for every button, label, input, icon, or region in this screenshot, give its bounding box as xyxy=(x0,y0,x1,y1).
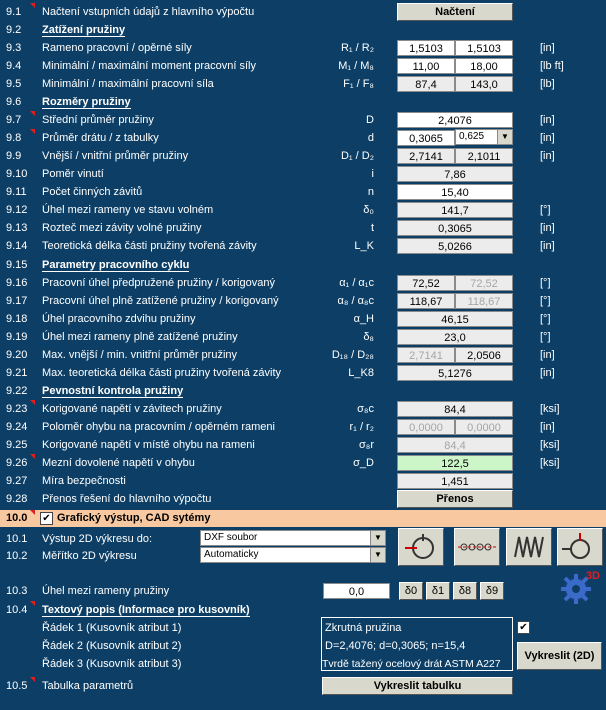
section-10-band xyxy=(0,510,606,527)
graphic-output-checkbox[interactable]: ✔ xyxy=(40,512,53,525)
min-inner-diameter-value: 2,0506 xyxy=(455,347,513,363)
symbol: d xyxy=(367,132,374,144)
row-10-4 xyxy=(0,601,606,619)
row-9-7 xyxy=(0,111,606,129)
select-value: Automaticky xyxy=(204,549,259,560)
comment-marker xyxy=(30,510,35,515)
transfer-button[interactable]: Přenos xyxy=(397,490,513,508)
full-load-angle-corrected: 118,67 xyxy=(455,293,513,309)
dropdown-arrow-icon[interactable]: ▼ xyxy=(370,531,385,545)
min-force-value: 87,4 xyxy=(397,76,455,92)
max-force-value: 143,0 xyxy=(455,76,513,92)
max-coil-length-value: 5,1276 xyxy=(397,365,513,381)
row-label: Max. teoretická délka části pružiny tvořená závity xyxy=(42,367,282,379)
row-label: Mezní dovolené napětí v ohybu xyxy=(42,457,195,469)
row-9-12 xyxy=(0,201,606,219)
symbol: t xyxy=(370,222,374,234)
comment-marker xyxy=(30,400,35,405)
symbol: M₁ / M₈ xyxy=(338,60,374,72)
row-number: 9.15 xyxy=(6,259,28,271)
wire-table-select[interactable] xyxy=(455,129,513,145)
row-9-24 xyxy=(0,418,606,436)
bend-radius-working: 0,0000 xyxy=(397,419,455,435)
select-value: 0,625 xyxy=(459,131,485,142)
draw-table-button[interactable]: Vykreslit tabulku xyxy=(322,677,513,695)
section-heading: Zatížení pružiny xyxy=(42,24,126,36)
bom-attribute-2-value[interactable]: D=2,4076; d=0,3065; n=15,4 xyxy=(325,640,466,652)
row-9-10 xyxy=(0,165,606,183)
spring-arm-icon xyxy=(558,529,602,565)
unit: [in] xyxy=(540,222,555,234)
row-9-4 xyxy=(0,57,606,75)
row-number: 9.13 xyxy=(6,222,28,234)
unit: [°] xyxy=(540,331,551,343)
unit: [in] xyxy=(540,150,555,162)
unit: [°] xyxy=(540,277,551,289)
row-9-21 xyxy=(0,364,606,382)
row-label: Střední průměr pružiny xyxy=(42,114,154,126)
row-9-14 xyxy=(0,237,606,255)
spring-front-view-button[interactable] xyxy=(398,528,444,566)
cad-3d-button[interactable] xyxy=(556,570,602,604)
preload-angle-value: 72,52 xyxy=(397,275,455,291)
row-label: Pracovní úhel plně zatížené pružiny / korigovaný xyxy=(42,295,279,307)
arm-angle-input[interactable]: 0,0 xyxy=(323,583,390,599)
unit: [in] xyxy=(540,421,555,433)
bom-attribute-3 xyxy=(0,655,606,673)
max-outer-diameter-value: 2,7141 xyxy=(397,347,455,363)
spring-coil-icon xyxy=(507,529,551,565)
output-select[interactable] xyxy=(200,530,386,546)
unit: [in] xyxy=(540,240,555,252)
row-label: Řádek 2 (Kusovník atribut 2) xyxy=(42,640,182,652)
unit: [°] xyxy=(540,204,551,216)
row-9-6 xyxy=(0,93,606,111)
dropdown-arrow-icon[interactable]: ▼ xyxy=(497,130,512,144)
row-label: Řádek 1 (Kusovník atribut 1) xyxy=(42,622,182,634)
row-number: 9.3 xyxy=(6,42,22,54)
unit: [lb ft] xyxy=(540,60,564,72)
row-number: 9.12 xyxy=(6,204,28,216)
min-moment-input[interactable]: 11,00 xyxy=(397,58,455,74)
row-label: Řádek 3 (Kusovník atribut 3) xyxy=(42,658,182,670)
row-label: Rozteč mezi závity volné pružiny xyxy=(42,222,202,234)
row-label: Načtení vstupních údajů z hlavního výpočtu xyxy=(42,6,255,18)
bom-text-frame xyxy=(321,617,513,671)
bend-stress-value: 84,4 xyxy=(397,437,513,453)
symbol: σ_D xyxy=(353,457,374,469)
row-label: Minimální / maximální moment pracovní síly xyxy=(42,60,256,72)
row-9-2 xyxy=(0,21,606,39)
row-number: 9.10 xyxy=(6,168,28,180)
row-number: 9.18 xyxy=(6,313,28,325)
symbol: n xyxy=(367,186,374,198)
bom-checkbox[interactable]: ✔ xyxy=(517,621,530,634)
bom-attribute-3-value[interactable]: Tvrdě tažený ocelový drát ASTM A227 xyxy=(322,658,501,670)
row-label: Tabulka parametrů xyxy=(42,680,134,692)
row-number: 10.5 xyxy=(6,680,28,692)
row-label: Poloměr ohybu na pracovním / opěrném rameni xyxy=(42,421,275,433)
row-9-28 xyxy=(0,490,606,508)
row-number: 9.11 xyxy=(6,186,27,198)
unit: [in] xyxy=(540,132,555,144)
symbol: σ₈c xyxy=(357,403,374,415)
row-9-26 xyxy=(0,454,606,472)
row-label: Minimální / maximální pracovní síla xyxy=(42,78,214,90)
symbol: α_H xyxy=(353,313,374,325)
row-9-23 xyxy=(0,400,606,418)
row-label: Úhel mezi rameny plně zatížené pružiny xyxy=(42,331,238,343)
unit: [lb] xyxy=(540,78,555,90)
row-number: 9.23 xyxy=(6,403,28,415)
row-9-9 xyxy=(0,147,606,165)
spring-front-icon xyxy=(399,529,443,565)
comment-marker xyxy=(30,129,35,134)
row-label: Pracovní úhel předpružené pružiny / korigovaný xyxy=(42,277,275,289)
row-number: 9.26 xyxy=(6,457,28,469)
row-label: Úhel mezi rameny ve stavu volném xyxy=(42,204,214,216)
bend-radius-support: 0,0000 xyxy=(455,419,513,435)
row-label: Úhel mezi rameny pružiny xyxy=(42,585,170,597)
delta9-button[interactable]: δ9 xyxy=(480,582,504,600)
row-number: 9.14 xyxy=(6,240,28,252)
section-heading: Rozměry pružiny xyxy=(42,96,131,108)
symbol: δ₈ xyxy=(363,331,374,343)
row-label: Vnější / vnitřní průměr pružiny xyxy=(42,150,189,162)
section-heading: Textový popis (Informace pro kusovník) xyxy=(42,604,250,616)
symbol: δ₀ xyxy=(363,204,374,216)
row-label: Max. vnější / min. vnitřní průměr pružiny xyxy=(42,349,238,361)
bom-attribute-2 xyxy=(0,637,606,655)
row-label: Teoretická délka části pružiny tvořená závity xyxy=(42,240,257,252)
coil-length-value: 5,0266 xyxy=(397,238,513,254)
badge-3d: 3D xyxy=(585,570,600,582)
row-label: Měřítko 2D výkresu xyxy=(42,550,137,562)
select-value: DXF soubor xyxy=(204,532,258,543)
row-number: 9.20 xyxy=(6,349,28,361)
row-number: 9.17 xyxy=(6,295,28,307)
support-arm-input[interactable]: 1,5103 xyxy=(455,40,513,56)
symbol: R₁ / R₂ xyxy=(340,42,374,54)
row-9-19 xyxy=(0,328,606,346)
row-9-18 xyxy=(0,310,606,328)
wire-diameter-input[interactable]: 0,3065 xyxy=(397,130,455,146)
free-angle-value: 141,7 xyxy=(397,202,513,218)
row-9-15 xyxy=(0,256,606,274)
row-number: 10.2 xyxy=(6,550,28,562)
dropdown-arrow-icon[interactable]: ▼ xyxy=(370,548,385,562)
row-label: Poměr vinutí xyxy=(42,168,104,180)
row-9-20 xyxy=(0,346,606,364)
row-number: 9.22 xyxy=(6,385,28,397)
delta8-button[interactable]: δ8 xyxy=(453,582,477,600)
comment-marker xyxy=(30,3,35,8)
draw-2d-button[interactable]: Vykreslit (2D) xyxy=(517,642,602,670)
spring-side-icon xyxy=(455,529,499,565)
row-number: 9.5 xyxy=(6,78,22,90)
max-moment-input[interactable]: 18,00 xyxy=(455,58,513,74)
row-9-5 xyxy=(0,75,606,93)
unit: [°] xyxy=(540,313,551,325)
symbol: L_K xyxy=(354,240,374,252)
row-9-3 xyxy=(0,39,606,57)
symbol: D xyxy=(366,114,374,126)
unit: [ksi] xyxy=(540,457,560,469)
row-number: 9.8 xyxy=(6,132,22,144)
row-number: 10.4 xyxy=(6,604,28,616)
row-number: 9.6 xyxy=(6,96,22,108)
row-label: Korigované napětí v závitech pružiny xyxy=(42,403,222,415)
row-label: Míra bezpečnosti xyxy=(42,475,126,487)
row-label: Přenos řešení do hlavního výpočtu xyxy=(42,493,212,505)
bom-attribute-1 xyxy=(0,619,606,637)
full-load-angle-value: 118,67 xyxy=(397,293,455,309)
symbol: i xyxy=(371,168,374,180)
row-label: Počet činných závitů xyxy=(42,186,143,198)
spring-arm-view-button[interactable] xyxy=(557,528,603,566)
spring-3d-view-button[interactable] xyxy=(506,528,552,566)
row-number: 10.3 xyxy=(6,585,28,597)
symbol: α₁ / α₁c xyxy=(339,277,374,289)
comment-marker xyxy=(30,454,35,459)
delta1-button[interactable]: δ1 xyxy=(426,582,450,600)
coil-stress-value: 84,4 xyxy=(397,401,513,417)
symbol: D₁₈ / D₂₈ xyxy=(331,349,374,361)
row-number: 10.0 xyxy=(6,512,28,524)
unit: [in] xyxy=(540,349,555,361)
stroke-angle-value: 46,15 xyxy=(397,311,513,327)
safety-factor-value: 1,451 xyxy=(397,473,513,489)
row-number: 9.19 xyxy=(6,331,28,343)
row-9-13 xyxy=(0,219,606,237)
loaded-arm-angle-value: 23,0 xyxy=(397,329,513,345)
row-number: 9.24 xyxy=(6,421,28,433)
row-label: Korigované napětí v místě ohybu na rameni xyxy=(42,439,255,451)
row-9-8 xyxy=(0,129,606,147)
section-heading: Grafický výstup, CAD sytémy xyxy=(57,512,211,524)
row-number: 9.7 xyxy=(6,114,22,126)
comment-marker xyxy=(30,677,35,682)
row-9-17 xyxy=(0,292,606,310)
symbol: σ₈r xyxy=(358,439,374,451)
load-button[interactable]: Načtení xyxy=(397,3,513,21)
scale-select[interactable] xyxy=(200,547,386,563)
comment-marker xyxy=(30,601,35,606)
delta0-button[interactable]: δ0 xyxy=(399,582,423,600)
symbol: r₁ / r₂ xyxy=(349,421,374,433)
pitch-value: 0,3065 xyxy=(397,220,513,236)
active-coils-input[interactable]: 15,40 xyxy=(397,184,513,200)
preload-angle-corrected: 72,52 xyxy=(455,275,513,291)
section-heading: Parametry pracovního cyklu xyxy=(42,259,190,271)
row-number: 9.27 xyxy=(6,475,28,487)
row-10-3 xyxy=(0,582,606,600)
row-10-5 xyxy=(0,677,606,695)
row-number: 9.25 xyxy=(6,439,28,451)
unit: [in] xyxy=(540,367,555,379)
comment-marker xyxy=(30,111,35,116)
row-number: 9.1 xyxy=(6,6,22,18)
symbol: F₁ / F₈ xyxy=(343,78,374,90)
working-arm-input[interactable]: 1,5103 xyxy=(397,40,455,56)
section-heading: Pevnostní kontrola pružiny xyxy=(42,385,184,397)
inner-diameter-value: 2,1011 xyxy=(455,148,513,164)
row-number: 9.2 xyxy=(6,24,22,36)
unit: [in] xyxy=(540,42,555,54)
row-label: Rameno pracovní / opěrné síly xyxy=(42,42,192,54)
row-number: 9.9 xyxy=(6,150,22,162)
row-number: 10.1 xyxy=(6,533,28,545)
symbol: D₁ / D₂ xyxy=(340,150,374,162)
row-9-16 xyxy=(0,274,606,292)
unit: [°] xyxy=(540,295,551,307)
spring-index-value: 7,86 xyxy=(397,166,513,182)
symbol: L_K8 xyxy=(348,367,374,379)
row-number: 9.28 xyxy=(6,493,28,505)
row-9-1 xyxy=(0,3,606,21)
row-9-27 xyxy=(0,472,606,490)
unit: [ksi] xyxy=(540,403,560,415)
row-number: 9.21 xyxy=(6,367,28,379)
row-number: 9.16 xyxy=(6,277,28,289)
row-9-25 xyxy=(0,436,606,454)
outer-diameter-value: 2,7141 xyxy=(397,148,455,164)
spring-side-view-button[interactable] xyxy=(454,528,500,566)
allowable-stress-input[interactable]: 122,5 xyxy=(397,455,513,471)
row-9-22 xyxy=(0,382,606,400)
mean-diameter-input[interactable]: 2,4076 xyxy=(397,112,513,128)
row-label: Úhel pracovního zdvihu pružiny xyxy=(42,313,196,325)
unit: [in] xyxy=(540,114,555,126)
row-number: 9.4 xyxy=(6,60,22,72)
row-label: Průměr drátu / z tabulky xyxy=(42,132,159,144)
unit: [ksi] xyxy=(540,439,560,451)
row-label: Výstup 2D výkresu do: xyxy=(42,533,153,545)
row-9-11 xyxy=(0,183,606,201)
symbol: α₈ / α₈c xyxy=(337,295,374,307)
bom-attribute-1-value[interactable]: Zkrutná pružina xyxy=(325,622,402,634)
